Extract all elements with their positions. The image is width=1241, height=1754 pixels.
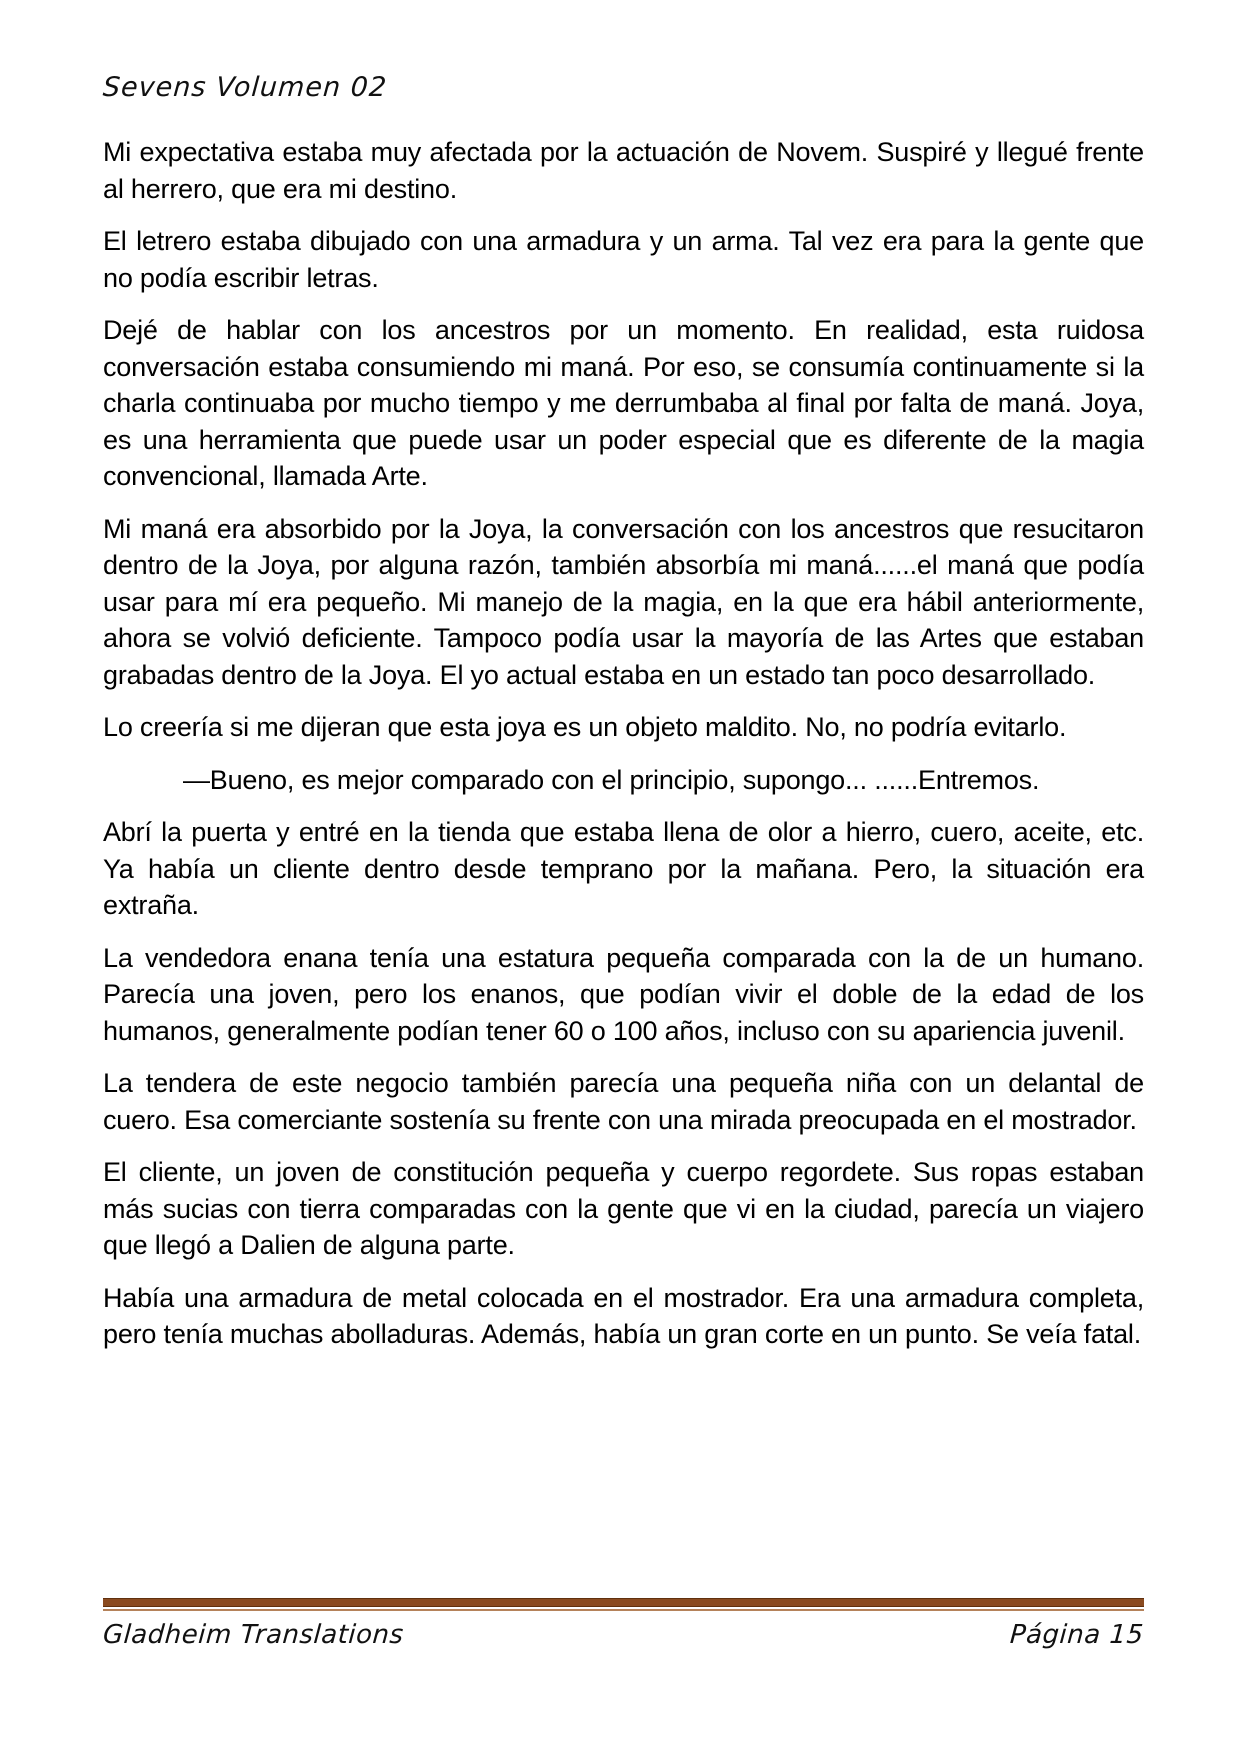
paragraph-2: El letrero estaba dibujado con una armadura y un arma. Tal vez era para la gente que no podía escribir letras. bbox=[103, 226, 1144, 293]
paragraph-3: Dejé de hablar con los ancestros por un momento. En realidad, esta ruidosa conversación estaba consumiendo mi maná. Por eso, se consumía continuamente si la charla continuaba por mucho tiempo y me derrumbaba al final por falta de maná. Joya, es una herramienta que puede usar un poder especial que es diferente de la magia convencional, llamada Arte. bbox=[103, 315, 1144, 491]
paragraph-1: Mi expectativa estaba muy afectada por la actuación de Novem. Suspiré y llegué frente al herrero, que era mi destino. bbox=[103, 137, 1144, 204]
document-body bbox=[103, 134, 1144, 1369]
footer-rule-thin bbox=[103, 1609, 1144, 1611]
paragraph-7: Abrí la puerta y entré en la tienda que estaba llena de olor a hierro, cuero, aceite, etc. Ya había un cliente dentro desde temprano por la mañana. Pero, la situación era extraña. bbox=[103, 817, 1144, 920]
paragraph-9: La tendera de este negocio también parecía una pequeña niña con un delantal de cuero. Esa comerciante sostenía su frente con una mirada preocupada en el mostrador. bbox=[103, 1068, 1144, 1135]
header-title: Sevens Volumen 02 bbox=[101, 72, 389, 103]
paragraph-5: Lo creería si me dijeran que esta joya es un objeto maldito. No, no podría evitarlo. bbox=[103, 712, 1067, 742]
paragraph-10: El cliente, un joven de constitución pequeña y cuerpo regordete. Sus ropas estaban más sucias con tierra comparadas con la gente que vi en la ciudad, parecía un viajero que llegó a Dalien de alguna parte. bbox=[103, 1157, 1144, 1260]
paragraph-8: La vendedora enana tenía una estatura pequeña comparada con la de un humano. Parecía una joven, pero los enanos, que podían vivir el doble de la edad de los humanos, generalmente podían tener 60 o 100 años, incluso con su apariencia juvenil. bbox=[103, 942, 1144, 1046]
footer-translator-credit: Gladheim Translations bbox=[101, 1620, 405, 1650]
paragraph-6-dialogue: —Bueno, es mejor comparado con el principio, supongo... ......Entremos. bbox=[183, 764, 1040, 795]
page-header bbox=[103, 72, 1143, 103]
page-footer bbox=[103, 1598, 1144, 1650]
paragraph-11: Había una armadura de metal colocada en el mostrador. Era una armadura completa, pero tenía muchas abolladuras. Además, había un gran corte en un punto. Se veía fatal. bbox=[103, 1282, 1144, 1349]
footer-text-row bbox=[103, 1620, 1144, 1650]
footer-rule-thick bbox=[103, 1598, 1144, 1607]
paragraph-4: Mi maná era absorbido por la Joya, la conversación con los ancestros que resucitaron dentro de la Joya, por alguna razón, también absorbía mi maná......el maná que podía usar para mí era pequeño. Mi manejo de la magia, en la que era hábil anteriormente, ahora se volvió deficiente. Tampoco podía usar la mayoría de las Artes que estaban grabadas dentro de la Joya. El yo actual estaba en un estado tan poco desarrollado. bbox=[103, 513, 1144, 690]
footer-page-number: Página 15 bbox=[1009, 1620, 1146, 1650]
